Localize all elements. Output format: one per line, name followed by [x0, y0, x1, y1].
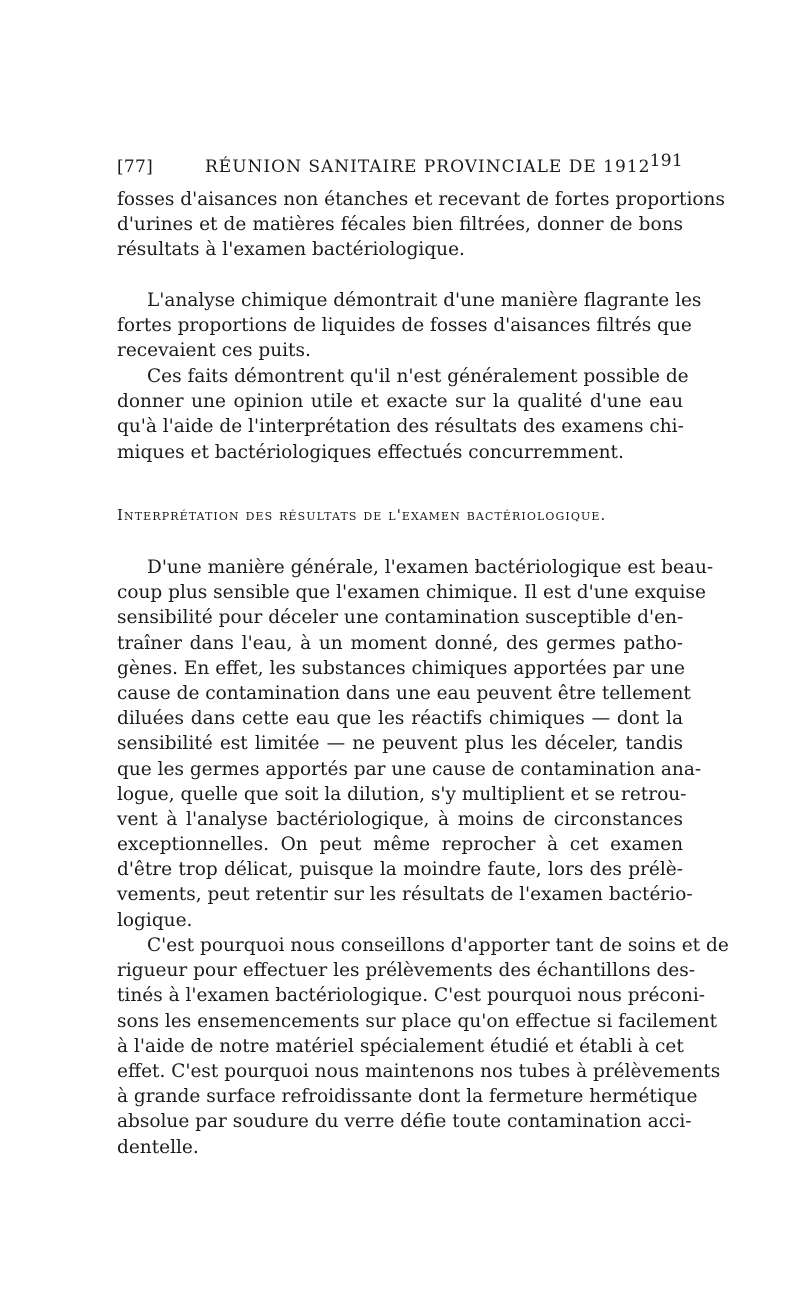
text-line: d'être trop délicat, puisque la moindre faute, lors des prélè- — [117, 859, 683, 881]
text-line: fosses d'aisances non étanches et recevant de fortes proportions — [117, 189, 725, 210]
text-line: tinés à l'examen bactériologique. C'est pourquoi nous préconi- — [117, 985, 705, 1007]
text-line: gènes. En effet, les substances chimiques apportées par une — [117, 657, 685, 679]
page-number: 191 — [649, 151, 683, 171]
text-line: sons les ensemencements sur place qu'on effectue si facilement — [117, 1010, 718, 1032]
text-line: d'urines et de matières fécales bien filtrées, donner de bons — [117, 214, 683, 236]
text-line: résultats à l'examen bactériologique. — [117, 239, 465, 261]
text-line: C'est pourquoi nous conseillons d'apporter tant de soins et de — [147, 935, 729, 956]
paragraph-analyse-chimique — [117, 288, 702, 364]
text-line: logique. — [117, 909, 193, 931]
paragraph-continuation — [117, 187, 725, 263]
text-line: rigueur pour effectuer les prélèvements des échantillons des- — [117, 960, 695, 982]
text-line: diluées dans cette eau que les réactifs chimiques — dont la — [117, 708, 683, 730]
text-line: logue, quelle que soit la dilution, s'y multiplient et se retrou- — [117, 783, 687, 805]
text-line: L'analyse chimique démontrait d'une manière flagrante les — [147, 290, 702, 311]
text-line: à l'aide de notre matériel spécialement étudié et établi à cet — [117, 1035, 684, 1057]
text-line: Ces faits démontrent qu'il n'est généralement possible de — [147, 366, 689, 387]
text-line: fortes proportions de liquides de fosses d'aisances filtrés que — [117, 315, 692, 337]
text-line: miques et bactériologiques effectués concurremment. — [117, 441, 624, 463]
text-line: absolue par soudure du verre défie toute contamination acci- — [117, 1111, 692, 1133]
text-line: dentelle. — [117, 1136, 199, 1158]
running-title: RÉUNION SANITAIRE PROVINCIALE DE 1912 — [205, 157, 651, 177]
text-line: qu'à l'aide de l'interprétation des résultats des examens chi- — [117, 416, 684, 438]
text-line: donner une opinion utile et exacte sur la qualité d'une eau — [117, 391, 683, 413]
text-line: D'une manière générale, l'examen bactériologique est beau- — [147, 557, 714, 578]
text-line: exceptionnelles. On peut même reprocher à cet examen — [117, 834, 683, 856]
running-header — [117, 151, 683, 179]
folio-left: [77] — [117, 157, 154, 177]
text-line: que les germes apportés par une cause de contamination ana- — [117, 758, 702, 780]
section-heading: Interprétation des résultats de l'examen bactériologique. — [117, 506, 607, 524]
text-line: recevaient ces puits. — [117, 340, 311, 362]
text-line: coup plus sensible que l'examen chimique. Il est d'une exquise — [117, 582, 706, 604]
paragraph-c-est-pourquoi — [117, 933, 729, 1160]
text-line: à grande surface refroidissante dont la fermeture hermétique — [117, 1086, 698, 1108]
text-line: traîner dans l'eau, à un moment donné, des germes patho- — [117, 632, 683, 654]
text-line: vent à l'analyse bactériologique, à moins de circonstances — [117, 808, 683, 830]
text-line: cause de contamination dans une eau peuvent être tellement — [117, 682, 691, 704]
text-line: vements, peut retentir sur les résultats de l'examen bactério- — [117, 884, 693, 906]
paragraph-faits — [117, 364, 689, 465]
text-line: sensibilité pour déceler une contamination susceptible d'en- — [117, 607, 684, 629]
paragraph-maniere-generale — [117, 555, 714, 933]
text-line: sensibilité est limitée — ne peuvent plus les déceler, tandis — [117, 733, 683, 755]
text-line: effet. C'est pourquoi nous maintenons nos tubes à prélèvements — [117, 1060, 721, 1082]
